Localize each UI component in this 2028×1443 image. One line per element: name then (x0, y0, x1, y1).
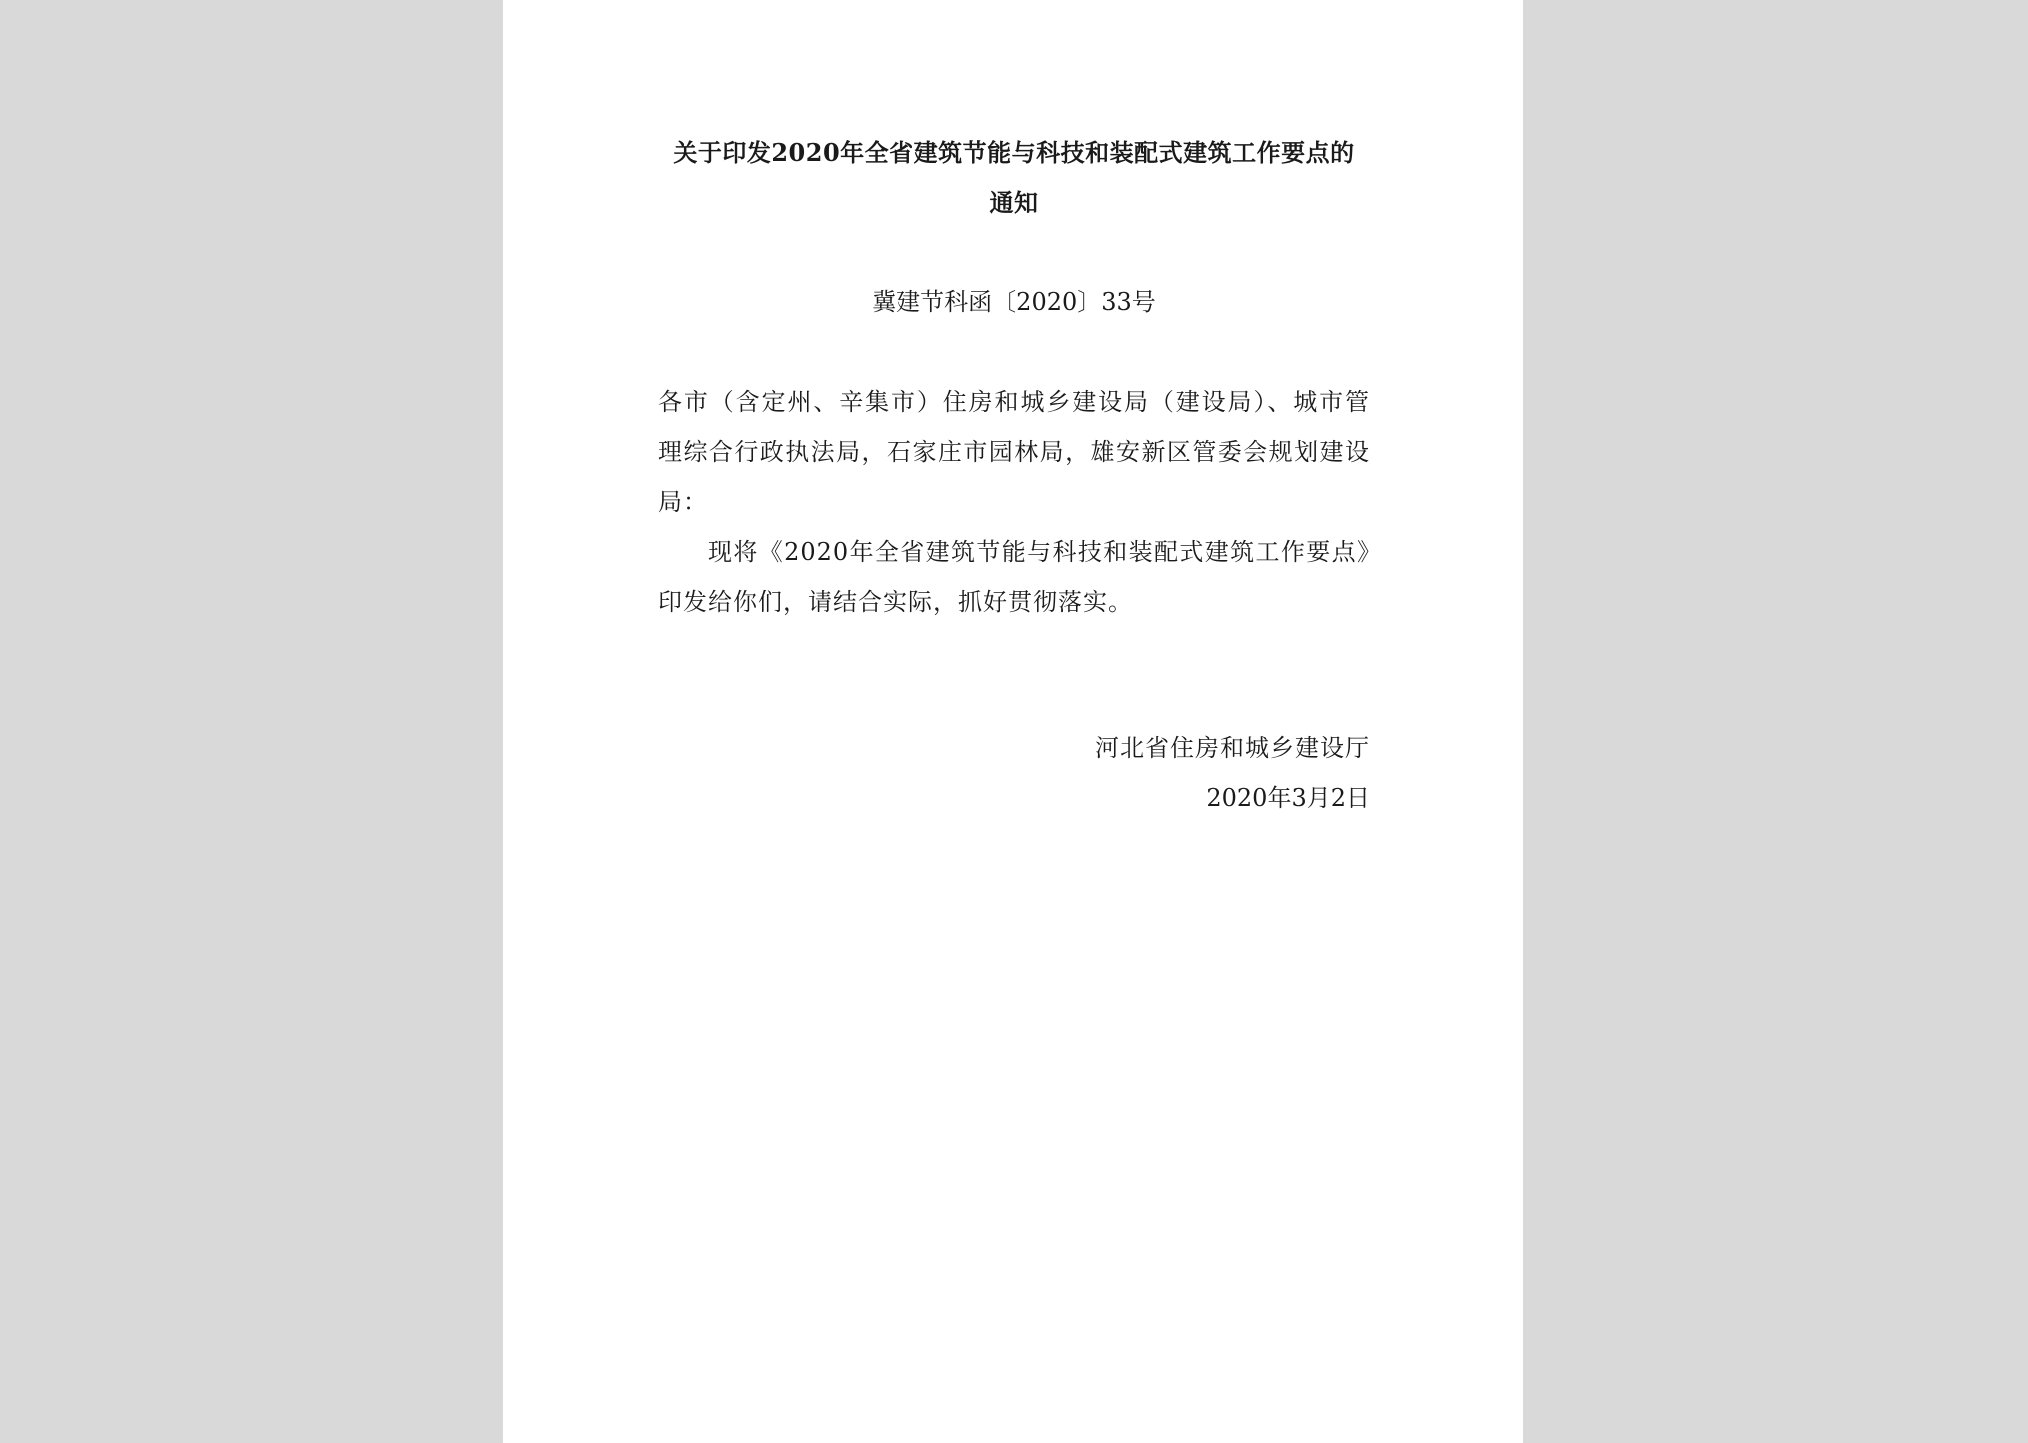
title-line-1: 关于印发2020年全省建筑节能与科技和装配式建筑工作要点的 (673, 138, 1355, 167)
document-number: 冀建节科函〔2020〕33号 (872, 288, 1156, 316)
issue-date: 2020年3月2日 (1206, 784, 1370, 812)
recipients-paragraph: 各市（含定州、辛集市）住房和城乡建设局（建设局）、城市管理综合行政执法局，石家庄市园林局，雄安新区管委会规划建设局： (658, 388, 1370, 516)
title-line-2: 通知 (989, 188, 1039, 217)
document-title (658, 128, 1370, 228)
instruction-paragraph: 现将《2020年全省建筑节能与科技和装配式建筑工作要点》印发给你们，请结合实际，抓好贯彻落实。 (658, 538, 1370, 616)
document-page (503, 0, 1523, 1443)
issuer-signature: 河北省住房和城乡建设厅 (1095, 734, 1370, 762)
